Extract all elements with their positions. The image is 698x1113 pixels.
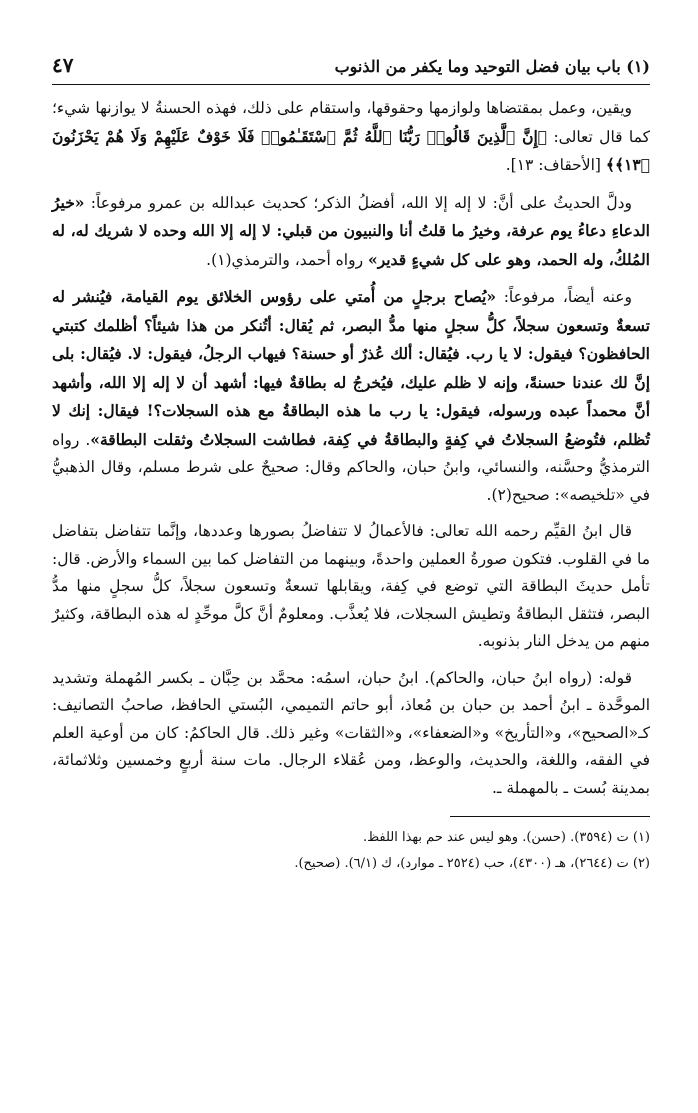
verse-reference: [الأحقاف: ١٣]. [505, 156, 606, 174]
page-header [52, 52, 650, 80]
hadith-text: «خيرُ الدعاءِ دعاءُ يوم عرفة، وخيرُ ما قلتُ أنا والنبيون من قبلي: لا إله إلا الله وحده لا شريك له، له المُلكُ، وله الحمد، وهو على كل شيءٍ قدير» [52, 192, 650, 269]
page-number: ٤٧ [52, 53, 74, 77]
chapter-title: (١) باب بيان فضل التوحيد وما يكفر من الذنوب [334, 57, 650, 76]
quran-verse: ﴿إِنَّ ٱلَّذِينَ قَالُوا۟ رَبُّنَا ٱللَّهُ ثُمَّ ٱسْتَقَـٰمُوا۟ فَلَا خَوْفٌ عَلَيْهِمْ وَلَا هُمْ يَحْزَنُونَ ﴿١٣﴾﴾ [52, 126, 650, 174]
hadith-source: . رواه الترمذيُّ وحسَّنه، والنسائي، وابنُ حبان، والحاكم وقال: صحيحٌ على شرط مسلم، وقال الذهبيُّ في «تلخيصه»: صحيح(٢). [52, 430, 650, 504]
hadith-text: «يُصاح برجلٍ من أُمتي على رؤوس الخلائق يوم القيامة، فيُنشر له تسعةٌ وتسعون سجلاً، كلُّ سجلٍ منها مدُّ البصر، ثم يُقال: أتُنكر من هذا شيئاً؟ أظلمك كتبتي الحافظون؟ فيقول: لا يا رب. فيُقال: ألك عُذرٌ أو حسنة؟ فيهاب الرجلُ، فيقول: لا. فيُقال: بلى إنَّ لك عندنا حسنةً، وإنه لا ظلم عليك، فيُخرجُ له بطاقةٌ فيها: أشهد أن لا إله إلا الله، وأشهد أنَّ محمداً عبده ورسوله، فيقول: يا رب ما هذه البطاقةُ مع هذه السجلات؟! فيقال: إنك لا تُظلم، فتُوضعُ السجلاتُ في كِفةٍ والبطاقةُ في كِفة، فطاشت السجلاتُ وثقلت البطاقة» [52, 287, 651, 449]
paragraph-text: قوله: (رواه ابنُ حبان، والحاكم). ابنُ حبان، اسمُه: محمَّد بن حِبَّان ـ بكسر المُهملة وتشديد الموحَّدة ـ ابنُ أحمد بن حبان بن مُعاذ، أبو حاتم التميمي، البُستي الحافظ، صاحبُ التصانيف: كـ«الصحيح»، و«التأريخ» و«الضعفاء»، و«الثقات» وغير ذلك. قال الحاكمُ: كان من أوعية العلم في الفقه، واللغة، والحديث، والوعظ، ومن عُقلاء الرجال. مات سنة أربعٍ وخمسين وثلاثمائة، بمدينة بُست ـ بالمهملة ـ. [52, 668, 650, 797]
paragraph [52, 665, 650, 803]
header-divider [52, 84, 650, 85]
footnote-divider [450, 816, 650, 817]
hadith-source: رواه أحمد، والترمذي(١). [206, 250, 368, 269]
paragraph [52, 518, 650, 656]
paragraph-text: ويقين، وعمل بمقتضاها ولوازمها وحقوقها، واستقام على ذلك، فهذه الحسنةُ لا يوازنها شيء؛ كما قال تعالى: [52, 99, 651, 146]
paragraph-text: قال ابنُ القيِّم رحمه الله تعالى: فالأعمالُ لا تتفاضلُ بصورها وعددها، وإنَّما تتفاضل بتفاضل ما في القلوب. فتكون صورةُ العملين واحدةً، وبينهما من التفاضل كما بين السماء والأرض. قال: تأمل حديثَ البطاقة التي توضع في كِفة، ويقابلها تسعةٌ وتسعون سجلاً، كلُّ سجلٍ منها مدُّ البصر، فتثقل البطاقةُ وتطيش السجلات، فلا يُعذَّب. ومعلومٌ أنَّ كلَّ موحِّدٍ له هذه البطاقة، وكثيرٌ منهم من يدخل النار بذنوبه. [52, 522, 650, 650]
footnotes [52, 825, 650, 877]
paragraph-text: وعنه أيضاً، مرفوعاً: [496, 288, 632, 306]
paragraph [52, 189, 650, 275]
body-text [52, 95, 650, 802]
paragraph [52, 95, 650, 180]
footnote: (٢) ت (٢٦٤٤)، هـ (٤٣٠٠)، حب (٢٥٢٤ ـ موارد)، ك (٦/١). (صحيح). [294, 856, 650, 871]
paragraph [52, 283, 650, 509]
footnote: (١) ت (٣٥٩٤). (حسن). وهو ليس عند حم بهذا اللفظ. [362, 830, 650, 845]
paragraph-text: ودلَّ الحديثُ على أنَّ: لا إله إلا الله، أفضلُ الذكر؛ كحديث عبدالله بن عمرو مرفوعاً: [84, 193, 632, 212]
